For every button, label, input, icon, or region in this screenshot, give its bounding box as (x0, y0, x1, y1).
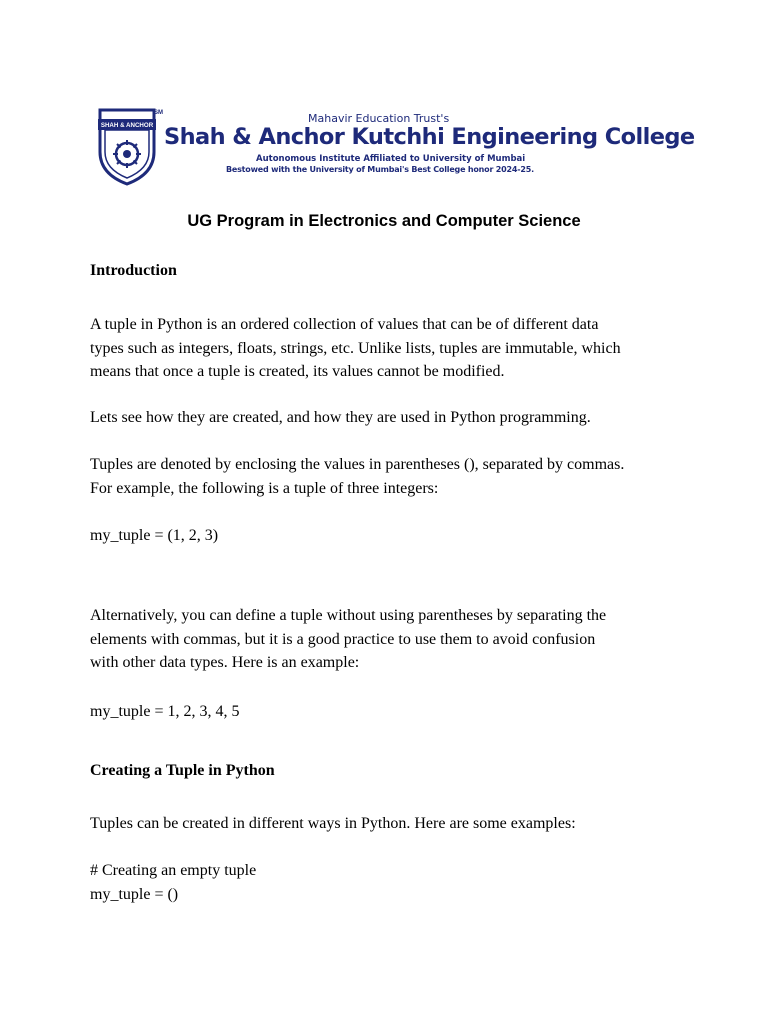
code-line: my_tuple = () (90, 885, 179, 903)
college-emblem-icon (96, 100, 158, 186)
text-line: means that once a tuple is created, its values cannot be modified. (90, 363, 505, 380)
creating-paragraph: Tuples can be created in different ways in Python. Here are some examples: (90, 815, 576, 832)
code-comment: # Creating an empty tuple (90, 862, 257, 879)
notation-paragraph (90, 453, 690, 500)
affiliation-line: Autonomous Institute Affiliated to University of Mumbai (256, 154, 526, 164)
text-line: with other data types. Here is an example: (90, 654, 360, 671)
emblem-label: SHAH & ANCHOR (100, 122, 154, 129)
text-line: Tuples are denoted by enclosing the values in parentheses (), separated by commas. (90, 456, 625, 473)
code-example-3 (90, 859, 690, 906)
usage-paragraph: Lets see how they are created, and how they are used in Python programming. (90, 409, 591, 426)
text-line: elements with commas, but it is a good practice to use them to avoid confusion (90, 630, 596, 648)
code-example-1: my_tuple = (1, 2, 3) (90, 527, 219, 544)
code-example-2: my_tuple = 1, 2, 3, 4, 5 (90, 703, 240, 720)
introduction-heading: Introduction (90, 262, 177, 279)
service-mark: SM (154, 110, 163, 116)
text-line: Alternatively, you can define a tuple without using parentheses by separating the (90, 607, 607, 624)
college-name: Shah & Anchor Kutchhi Engineering College (164, 124, 695, 150)
program-title: UG Program in Electronics and Computer Science (187, 212, 581, 230)
creating-heading: Creating a Tuple in Python (90, 762, 275, 779)
text-line: A tuple in Python is an ordered collection of values that can be of different data (90, 316, 599, 333)
honor-line: Bestowed with the University of Mumbai's Best College honor 2024-25. (226, 165, 534, 174)
text-line: types such as integers, floats, strings, etc. Unlike lists, tuples are immutable, which (90, 339, 621, 357)
alternative-paragraph (90, 604, 690, 675)
trust-name: Mahavir Education Trust's (308, 112, 450, 125)
intro-paragraph (90, 313, 690, 384)
text-line: For example, the following is a tuple of three integers: (90, 479, 439, 497)
college-header (96, 100, 695, 186)
